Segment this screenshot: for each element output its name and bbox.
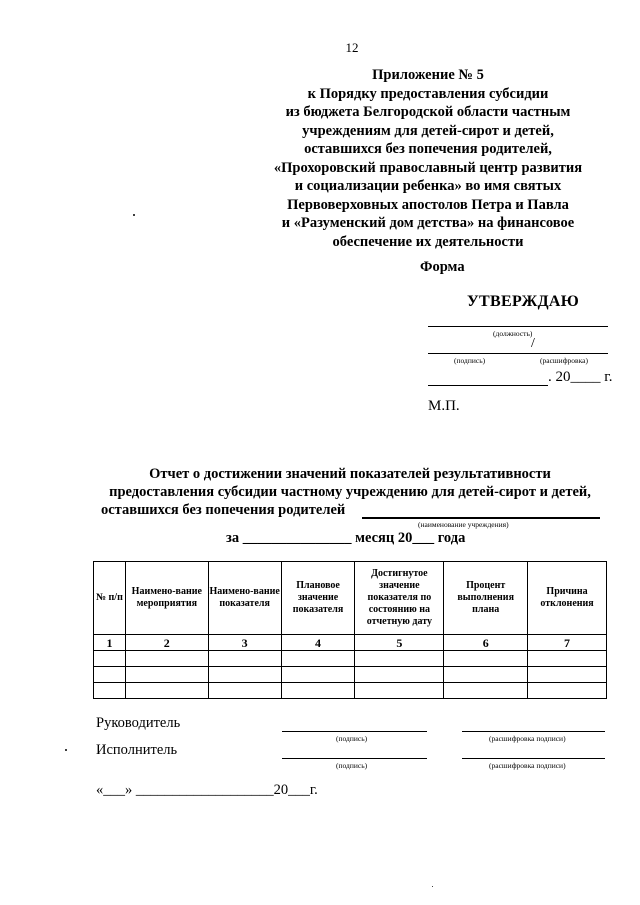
appendix-line: оставшихся без попечения родителей, [304,141,552,157]
approval-date: . 20____ г. [548,369,613,385]
appendix-line: и социализации ребенка» во имя святых [294,178,562,194]
appendix-line: из бюджета Белгородской области частным [285,104,571,120]
table-cell[interactable] [94,683,126,699]
table-row [94,651,607,667]
table-cell[interactable] [208,651,281,667]
table-header-row [94,562,607,635]
table-header-cell: Достигнутое значение показателя по состоянию на отчетную дату [355,562,444,635]
appendix-line: и «Разуменский дом детства» на финансовое [281,215,575,231]
appendix-line: к Порядку предоставления субсидии [307,85,549,102]
table-header-cell: Процент выполнения плана [444,562,528,635]
executor-signature-caption: (подпись) [336,761,368,770]
report-title-line: оставшихся без попечения родителей [101,502,346,518]
head-label: Руководитель [96,715,181,731]
approval-title: УТВЕРЖДАЮ [467,293,580,310]
table-row [94,683,607,699]
table-cell[interactable] [355,683,444,699]
column-number: 7 [528,635,607,651]
table-cell[interactable] [528,667,607,683]
executor-label: Исполнитель [96,742,178,758]
table-header-cell: № п/п [94,562,126,635]
table-header-cell: Наимено-вание мероприятия [125,562,208,635]
report-title-line: предоставления субсидии частному учреждению для детей-сирот и детей, [109,484,591,500]
position-caption: (должность) [493,329,533,338]
head-decoding-caption: (расшифровка подписи) [489,734,566,743]
head-decoding-line [462,731,605,732]
table-cell[interactable] [528,651,607,667]
table-cell[interactable] [281,667,355,683]
report-title-line: Отчет о достижении значений показателей результативности [149,466,551,482]
table-header-cell: Плановое значение показателя [281,562,355,635]
column-number: 1 [94,635,126,651]
table-row [94,667,607,683]
table-cell[interactable] [125,651,208,667]
table-cell[interactable] [355,651,444,667]
bottom-date: «___» ___________________20___г. [96,782,318,798]
appendix-line: учреждениям для детей-сирот и детей, [302,122,554,139]
table-cell[interactable] [281,651,355,667]
appendix-line: Приложение № 5 [372,67,484,83]
table-cell[interactable] [444,667,528,683]
table-cell[interactable] [528,683,607,699]
form-label: Форма [420,259,465,275]
table-cell[interactable] [125,683,208,699]
appendix-header [238,66,618,251]
column-number: 3 [208,635,281,651]
column-number: 4 [281,635,355,651]
signature-line [428,353,608,354]
head-signature-caption: (подпись) [336,734,368,743]
indicators-table [93,561,607,699]
head-signature-line [282,731,427,732]
report-title [70,465,630,501]
table-cell[interactable] [94,651,126,667]
column-number: 5 [355,635,444,651]
table-number-row [94,635,607,651]
scan-dot [432,886,433,887]
signature-slash: / [531,336,535,351]
scan-dot [133,214,135,216]
table-cell[interactable] [208,667,281,683]
institution-line [362,517,600,519]
appendix-line: обеспечение их деятельности [332,233,524,250]
page-number: 12 [345,40,359,55]
table-cell[interactable] [444,683,528,699]
table-header-cell: Наимено-вание показателя [208,562,281,635]
table-header-cell: Причина отклонения [528,562,607,635]
report-period: за _______________ месяц 20___ года [226,530,466,546]
date-line [428,385,548,386]
executor-decoding-caption: (расшифровка подписи) [489,761,566,770]
executor-decoding-line [462,758,605,759]
signature-caption: (подпись) [454,356,486,365]
column-number: 2 [125,635,208,651]
position-line [428,326,608,327]
table-cell[interactable] [444,651,528,667]
institution-caption: (наименование учреждения) [418,520,509,529]
table-cell[interactable] [281,683,355,699]
table-cell[interactable] [208,683,281,699]
column-number: 6 [444,635,528,651]
appendix-line: Первоверховных апостолов Петра и Павла [287,196,569,213]
table-cell[interactable] [125,667,208,683]
appendix-line: «Прохоровский православный центр развития [273,159,583,176]
table-cell[interactable] [355,667,444,683]
executor-signature-line [282,758,427,759]
scan-dot [65,749,67,751]
stamp-label: М.П. [428,398,460,414]
table-cell[interactable] [94,667,126,683]
decoding-caption: (расшифровка) [540,356,588,365]
